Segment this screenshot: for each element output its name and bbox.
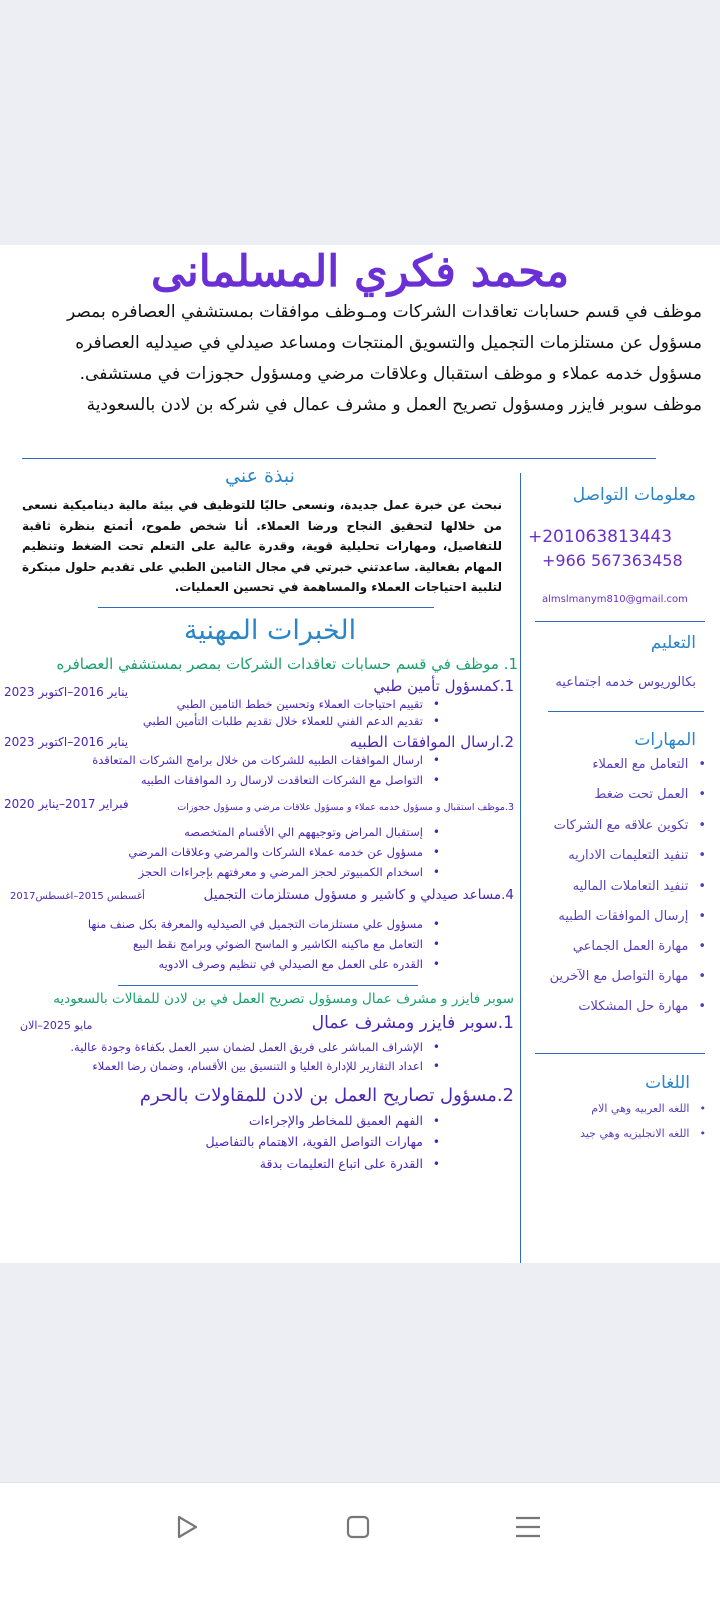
job-bullet: • التواصل مع الشركات التعاقدت لارسال رد الموافقات الطبيه	[141, 773, 440, 787]
job-date: فبراير 2017–يناير 2020	[4, 797, 129, 811]
job-bullet: • القدرة على اتباع التعليمات بدقة	[260, 1156, 440, 1171]
job-date: يناير 2016–اكتوبر 2023	[4, 685, 129, 699]
skills-heading: المهارات	[634, 730, 696, 750]
cv-document	[0, 245, 720, 1263]
job-bullet: • اعداد التقارير للإدارة العليا و التنسيق بين الأقسام، وضمان رضا العملاء	[92, 1059, 440, 1073]
about-heading: نبذة عني	[225, 465, 295, 487]
languages-heading: اللغات	[645, 1073, 690, 1093]
skill-item: • تنفيد التعليمات الاداريه	[568, 848, 706, 863]
phone-number-egypt[interactable]: +201063813443	[528, 527, 673, 547]
job-bullet: • ارسال الموافقات الطبيه للشركات من خلال برامج الشركات المتعاقدة	[92, 753, 440, 767]
job-title: 2.ارسال الموافقات الطبيه	[349, 733, 514, 751]
about-divider	[98, 607, 434, 608]
job-bullet: • التعامل مع ماكينه الكاشير و الماسح الضوئي وبرامج نقط البيع	[133, 937, 440, 951]
job-date: مايو 2025–الان	[20, 1019, 93, 1032]
job-date: أغسطس 2015–اغسطس2017	[10, 891, 145, 902]
skill-item: • تنفيد التعاملات الماليه	[573, 879, 706, 894]
phone-number-saudi[interactable]: +966 567363458	[542, 551, 683, 570]
skill-item: • العمل تحت ضغط	[594, 787, 706, 802]
system-navigation-bar	[0, 1482, 720, 1601]
recents-menu-icon[interactable]	[512, 1511, 544, 1543]
skill-item: • التعامل مع العملاء	[592, 757, 706, 772]
job-bullet: • إستقبال المراض وتوجيههم الي الأقسام المتخصصه	[184, 825, 440, 839]
job-title: 3.موظف استقبال و مسؤول خدمه عملاء و مسؤول علاقات مرضي و مسؤول حجوزات	[177, 802, 514, 813]
experience-heading: الخبرات المهنية	[183, 615, 357, 646]
job-title: 1.كمسؤول تأمين طبي	[373, 677, 514, 695]
job-bullet: • تقييم احتياجات العملاء وتحسين خطط التامين الطبي	[177, 697, 440, 711]
job-bullet: • اسخدام الكمبيوتر لحجز المرضي و معرفتهم بإجراءات الحجز	[139, 865, 440, 879]
about-text: نبحث عن خبرة عمل جديدة، ونسعى حاليًا للتوظيف في بيئة مالية ديناميكية نسعى من خلالها لتحقيق النجاح ورضا العملاء. أنا شخص طموح، أتمتع بنظرة ثاقبة للتفاصيل، ومهارات تحليلية قوية، وقدرة عالية على التعلم تحت الضغط وتنظيم المهام بفعالية. ساعدتني خبرتي في مجال التامين الطبي على تقديم حلول مبتكرة لتلبية احتياجات العملاء والمساهمة في تحسين العمليات.	[22, 498, 502, 594]
job-bullet: • مسؤول علي مستلزمات التجميل في الصيدليه والمعرفة بكل صنف منها	[88, 917, 440, 931]
summary-line: مسؤول عن مستلزمات التجميل والتسويق المنتجات ومساعد صيدلي في صيدليه العصافره	[75, 333, 702, 353]
job-bullet: • تقديم الدعم الفني للعملاء خلال تقديم طلبات التأمين الطبي	[143, 714, 440, 728]
sidebar-divider	[535, 621, 705, 622]
job-date: يناير 2016–اكتوبر 2023	[4, 735, 129, 749]
summary-line: موظف سوبر فايزر ومسؤول تصريح العمل و مشرف عمال في شركه بن لادن بالسعودية	[86, 395, 702, 415]
section-divider	[22, 458, 656, 459]
sidebar-divider	[535, 1053, 705, 1054]
job-title: 2.مسؤول تصاريح العمل بن لادن للمقاولات بالحرم	[139, 1085, 514, 1106]
skill-item: • إرسال الموافقات الطبيه	[558, 909, 706, 924]
job-bullet: • الإشراف المباشر على فريق العمل لضمان سير العمل بكفاءة وجودة عالية.	[70, 1040, 440, 1054]
experience-section-title: 1. موظف في قسم حسابات تعاقدات الشركات بمصر بمستشفي العصافره	[56, 655, 518, 673]
education-heading: التعليم	[650, 633, 696, 653]
language-item: • اللغه الانجليزيه وهي جيد	[580, 1127, 706, 1140]
experience-divider	[118, 985, 418, 986]
job-bullet: • الفهم العميق للمخاطر والإجراءات	[249, 1113, 440, 1128]
skill-item: • مهارة حل المشكلات	[578, 999, 706, 1014]
skill-item: • تكوين علاقه مع الشركات	[554, 818, 706, 833]
job-title: 1.سوبر فايزر ومشرف عمال	[311, 1013, 514, 1033]
back-triangle-icon[interactable]	[170, 1511, 202, 1543]
skill-item: • مهارة العمل الجماعي	[573, 939, 706, 954]
experience-section-title: سوبر فايزر و مشرف عمال ومسؤول تصريح العمل في بن لادن للمقالات بالسعوديه	[53, 991, 514, 1007]
sidebar-divider	[548, 711, 704, 712]
job-bullet: • مهارات التواصل القوية، الاهتمام بالتفاصيل	[206, 1134, 440, 1149]
summary-line: موظف في قسم حسابات تعاقدات الشركات ومـوظف موافقات بمستشفي العصافره بمصر	[67, 302, 702, 322]
home-square-icon[interactable]	[342, 1511, 374, 1543]
summary-line: مسؤول خدمه عملاء و موظف استقبال وعلاقات مرضي ومسؤول حجوزات في مستشفى.	[79, 364, 702, 384]
education-degree: بكالوريوس خدمه اجتماعيه	[555, 675, 696, 690]
skill-item: • مهارة التواصل مع الآخرين	[550, 969, 706, 984]
job-bullet: • مسؤول عن خدمه عملاء الشركات والمرضي وعلاقات المرضي	[128, 845, 440, 859]
job-bullet: • القدره على العمل مع الصيدلي في تنظيم وصرف الادويه	[158, 957, 440, 971]
job-title: 4.مساعد صيدلي و كاشير و مسؤول مستلزمات التجميل	[203, 887, 514, 903]
column-divider	[520, 473, 521, 1263]
candidate-name: محمد فكري المسلمانى	[150, 247, 570, 297]
language-item: • اللغه العربيه وهي الام	[591, 1102, 706, 1115]
email-address[interactable]: almslmanym810@gmail.com	[542, 594, 688, 605]
contact-heading: معلومات التواصل	[572, 485, 696, 505]
